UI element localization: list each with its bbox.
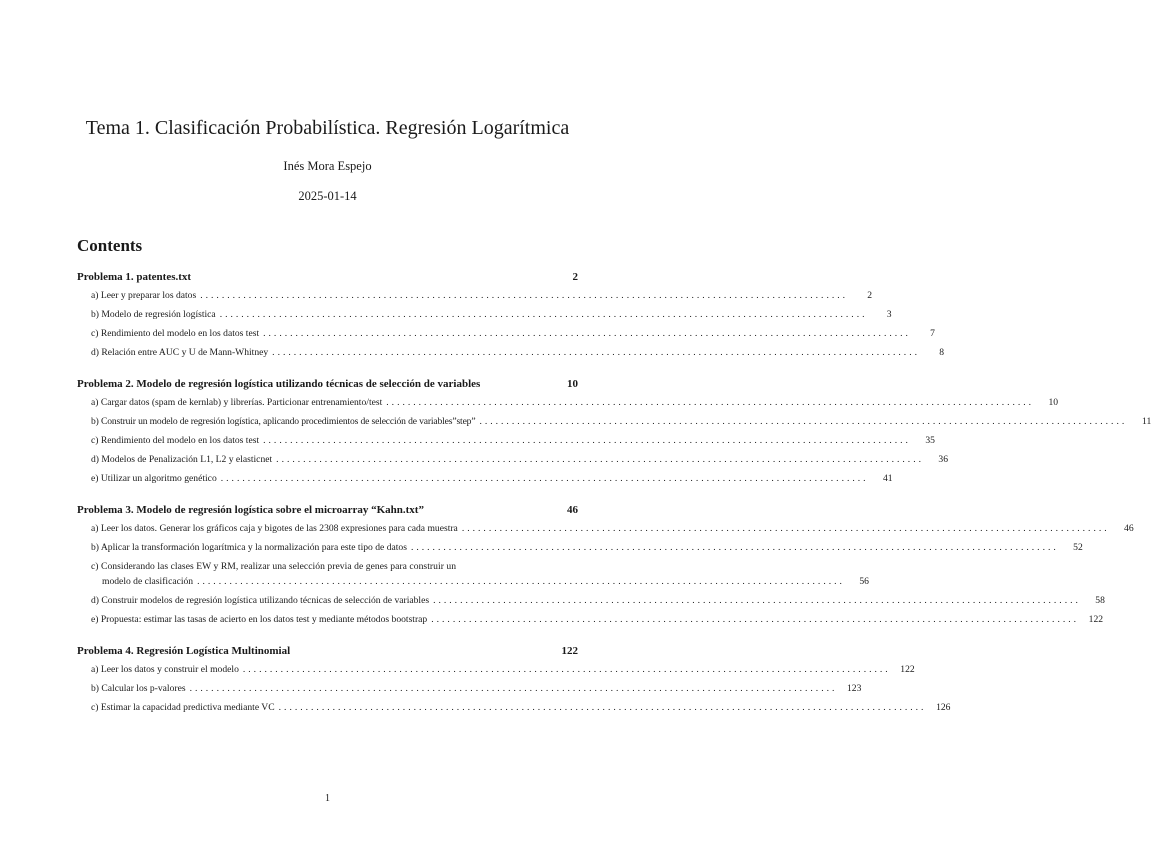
leader-dots: ........................................................................................................................ [278, 702, 927, 713]
toc-item-title-line2: modelo de clasificación [102, 576, 194, 587]
leader-dots: ........................................................................................................................ [200, 290, 849, 301]
toc-item-page: 46 [1124, 523, 1134, 534]
toc-section-3[interactable] [77, 504, 578, 523]
toc-section-2[interactable] [77, 378, 578, 397]
table-of-contents [77, 271, 1151, 721]
toc-item-page: 123 [847, 683, 862, 694]
toc-item[interactable] [77, 561, 869, 595]
toc-section-4[interactable] [77, 645, 578, 664]
toc-item-title: c) Estimar la capacidad predictiva mediante VC [91, 702, 275, 713]
toc-section-title: Problema 4. Regresión Logística Multinomial [77, 645, 291, 657]
toc-item-title: a) Leer los datos y construir el modelo [91, 664, 239, 675]
toc-item[interactable] [77, 683, 862, 702]
toc-section-title: Problema 2. Modelo de regresión logística utilizando técnicas de selección de variables [77, 378, 481, 390]
toc-item[interactable] [77, 473, 893, 492]
toc-section-page: 10 [567, 378, 578, 390]
toc-item[interactable] [77, 454, 948, 473]
leader-dots: ........................................................................................................................ [263, 435, 911, 446]
leader-dots: ........................................................................................................................ [461, 523, 1110, 534]
page-number: 1 [325, 793, 330, 804]
toc-item-title: e) Propuesta: estimar las tasas de acierto en los datos test y mediante métodos bootstrap [91, 614, 428, 625]
leader-dots: ........................................................................................................................ [386, 397, 1035, 408]
toc-item[interactable] [77, 702, 951, 721]
toc-item-title: a) Leer los datos. Generar los gráficos caja y bigotes de las 2308 expresiones para cada muestra [91, 523, 458, 534]
toc-item-title-line1: c) Considerando las clases EW y RM, realizar una selección previa de genes para construir un [91, 561, 457, 572]
leader-dots: ........................................................................................................................ [263, 328, 911, 339]
toc-item-title: b) Calcular los p-valores [91, 683, 186, 694]
toc-item-page: 3 [886, 309, 892, 320]
toc-item[interactable] [77, 614, 1104, 633]
contents-heading: Contents [77, 236, 143, 255]
toc-item[interactable] [77, 416, 1151, 435]
toc-item-page: 11 [1142, 416, 1151, 427]
toc-item[interactable] [77, 347, 944, 366]
leader-dots: ........................................................................................................................ [242, 664, 891, 675]
leader-dots: ........................................................................................................................ [479, 416, 1128, 427]
toc-section-page: 122 [561, 645, 578, 657]
toc-section-page: 46 [567, 504, 578, 516]
toc-item[interactable] [77, 542, 1083, 561]
toc-item-title: e) Utilizar un algoritmo genético [91, 473, 217, 484]
toc-item-page: 126 [936, 702, 951, 713]
toc-item-title: b) Modelo de regresión logística [91, 309, 216, 320]
toc-item-page: 7 [930, 328, 935, 339]
leader-dots: ........................................................................................................................ [410, 542, 1059, 553]
toc-item[interactable] [77, 664, 915, 683]
document-author: Inés Mora Espejo [283, 159, 372, 173]
leader-dots: ........................................................................................................................ [189, 683, 838, 694]
toc-item-title: a) Cargar datos (spam de kernlab) y librerías. Particionar entrenamiento/test [91, 397, 383, 408]
leader-dots: ........................................................................................................................ [219, 309, 868, 320]
toc-section-1[interactable] [77, 271, 578, 290]
toc-item[interactable] [77, 290, 873, 309]
toc-item-page: 10 [1048, 397, 1059, 408]
toc-item-page: 2 [867, 290, 873, 301]
leader-dots: ........................................................................................................................ [272, 347, 920, 358]
toc-item[interactable] [77, 309, 892, 328]
toc-section-page: 2 [572, 271, 578, 283]
toc-item-page: 122 [900, 664, 915, 675]
toc-item[interactable] [77, 435, 935, 454]
leader-dots: ........................................................................................................................ [433, 595, 1081, 606]
toc-section-title: Problema 3. Modelo de regresión logística sobre el microarray “Kahn.txt” [77, 504, 424, 516]
toc-item-title: c) Rendimiento del modelo en los datos test [91, 328, 260, 339]
toc-item-page: 8 [939, 347, 944, 358]
toc-item-title: b) Aplicar la transformación logarítmica y la normalización para este tipo de datos [91, 542, 407, 553]
toc-item-title: b) Construir un modelo de regresión logística, aplicando procedimientos de selección de variables”step” [91, 416, 476, 427]
toc-item[interactable] [77, 397, 1059, 416]
document-title: Tema 1. Clasificación Probabilística. Regresión Logarítmica [85, 117, 570, 139]
toc-item-page: 56 [859, 576, 869, 587]
toc-item-title: a) Leer y preparar los datos [91, 290, 197, 301]
toc-item-page: 36 [938, 454, 948, 465]
leader-dots: ........................................................................................................................ [197, 576, 845, 587]
toc-item-page: 58 [1095, 595, 1105, 606]
toc-item[interactable] [77, 328, 935, 347]
toc-item[interactable] [77, 523, 1134, 542]
toc-item[interactable] [77, 595, 1105, 614]
document-date: 2025-01-14 [298, 189, 357, 203]
leader-dots: ........................................................................................................................ [276, 454, 924, 465]
toc-item-page: 52 [1073, 542, 1083, 553]
leader-dots: ........................................................................................................................ [220, 473, 869, 484]
toc-item-page: 122 [1088, 614, 1104, 625]
toc-item-title: c) Rendimiento del modelo en los datos test [91, 435, 260, 446]
toc-section-title: Problema 1. patentes.txt [77, 271, 192, 283]
leader-dots: ........................................................................................................................ [431, 614, 1080, 625]
toc-item-page: 35 [925, 435, 935, 446]
toc-item-title: d) Modelos de Penalización L1, L2 y elasticnet [91, 454, 273, 465]
toc-item-title: d) Construir modelos de regresión logística utilizando técnicas de selección de variables [91, 595, 430, 606]
toc-item-page: 41 [882, 473, 893, 484]
toc-item-title: d) Relación entre AUC y U de Mann-Whitney [91, 347, 269, 358]
